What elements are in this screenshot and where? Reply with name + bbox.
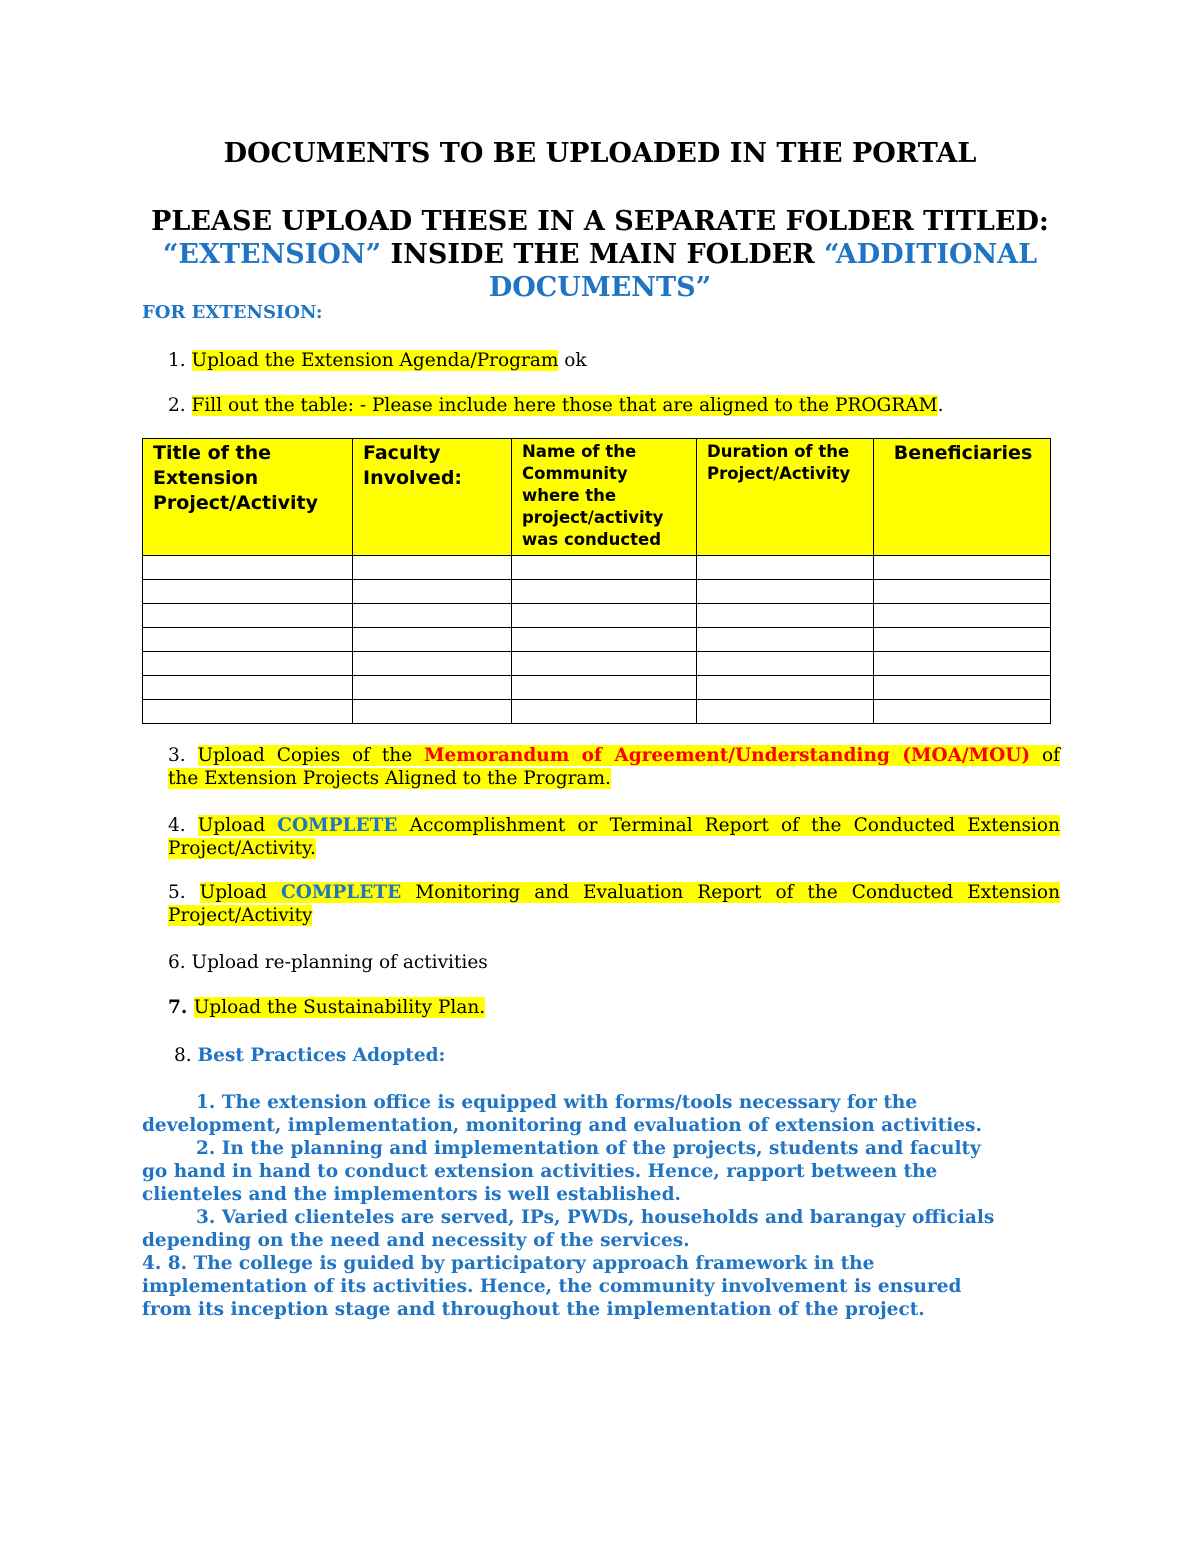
document-title: DOCUMENTS TO BE UPLOADED IN THE PORTAL [223,138,977,169]
table-cell[interactable] [353,700,512,724]
table-cell[interactable] [512,700,697,724]
item-number: 8. [174,1045,198,1066]
item-line [168,744,1060,767]
table-cell[interactable] [512,676,697,700]
table-cell[interactable] [512,580,697,604]
complete-text: COMPLETE [281,882,402,903]
best-practices-list [142,1091,1062,1321]
item-number: 3. [168,745,198,766]
inside-main-folder-text: INSIDE THE MAIN FOLDER [381,239,825,270]
table-row [143,700,1051,724]
table-cell[interactable] [697,580,874,604]
table-cell[interactable] [143,628,353,652]
item-number: 1. [168,350,186,371]
item-highlight-text: Upload [199,882,282,903]
item-highlight-text: Project/Activity. [168,838,316,859]
best-practice-line: 4. 8. The college is guided by participatory approach framework in the [142,1253,875,1274]
item-text: ok [558,350,587,371]
list-item-4 [168,814,1060,860]
table-row [143,652,1051,676]
table-row [143,604,1051,628]
item-line [168,881,1060,904]
table-cell[interactable] [143,580,353,604]
header-duration: Duration of the Project/Activity [697,439,874,556]
item-highlight-text: Monitoring and Evaluation Report of the Conducted Extension [401,882,1060,903]
table-header-row [143,439,1051,556]
item-line [168,837,1060,860]
best-practice-line: development, implementation, monitoring and evaluation of extension activities. [142,1115,982,1136]
table-cell[interactable] [697,556,874,580]
item-number: 7. [168,997,194,1018]
table-cell[interactable] [143,604,353,628]
table-cell[interactable] [143,556,353,580]
table-cell[interactable] [143,652,353,676]
item-highlight-text: Upload the Sustainability Plan. [193,997,486,1018]
list-item-5 [168,881,1060,927]
item-line [168,767,1060,790]
table-cell[interactable] [353,676,512,700]
header-faculty: Faculty Involved: [353,439,512,556]
table-cell[interactable] [512,628,697,652]
extension-table [142,438,1051,724]
table-cell[interactable] [697,628,874,652]
item-text: . [937,395,944,416]
item-highlight-text: of [1030,745,1060,766]
table-cell[interactable] [697,676,874,700]
item-highlight-text: Fill out the table: - Please include here those that are aligned to the PROGRAM [191,395,938,416]
folder-instruction [130,205,1070,304]
best-practice-line: from its inception stage and throughout the implementation of the project. [142,1299,925,1320]
table-row [143,676,1051,700]
list-item-8 [174,1044,1066,1067]
table-cell[interactable] [353,628,512,652]
table-row [143,628,1051,652]
item-highlight-text: Upload [197,815,278,836]
item-number: 5. [168,882,200,903]
item-highlight-text: Upload the Extension Agenda/Program [191,350,559,371]
best-practices-heading: Best Practices Adopted: [197,1045,446,1066]
item-highlight-text: Upload Copies of the [197,745,424,766]
list-item-7 [168,996,1060,1019]
list-item-1 [168,349,587,372]
table-cell[interactable] [874,652,1051,676]
table-cell[interactable] [353,604,512,628]
list-item-3 [168,744,1060,790]
table-row [143,580,1051,604]
table-cell[interactable] [874,580,1051,604]
item-number: 2. [168,395,186,416]
table-cell[interactable] [874,628,1051,652]
table-cell[interactable] [512,556,697,580]
list-item-2 [168,394,943,417]
item-highlight-text: the Extension Projects Aligned to the Program. [168,768,611,789]
folder-names-line [130,238,1070,304]
header-beneficiaries: Beneficiaries [874,439,1051,556]
table-cell[interactable] [512,652,697,676]
item-highlight-text: Accomplishment or Terminal Report of the Conducted Extension [397,815,1060,836]
table-cell[interactable] [143,700,353,724]
item-line [168,814,1060,837]
best-practice-line: go hand in hand to conduct extension activities. Hence, rapport between the [142,1161,938,1182]
best-practice-line: depending on the need and necessity of the services. [142,1230,690,1251]
best-practice-line: clienteles and the implementors is well established. [142,1184,681,1205]
best-practice-line: 1. The extension office is equipped with forms/tools necessary for the [196,1092,918,1113]
section-heading: FOR EXTENSION: [142,302,323,323]
table-row [143,556,1051,580]
table-cell[interactable] [697,652,874,676]
table-cell[interactable] [697,604,874,628]
header-title: Title of the Extension Project/Activity [143,439,353,556]
complete-text: COMPLETE [277,815,398,836]
item-line [168,904,1060,927]
table-cell[interactable] [874,556,1051,580]
moa-mou-text: Memorandum of Agreement/Understanding (MOA/MOU) [423,745,1031,766]
table-cell[interactable] [512,604,697,628]
item-number: 4. [168,815,198,836]
table-cell[interactable] [874,676,1051,700]
best-practice-line: 3. Varied clienteles are served, IPs, PWDs, households and barangay officials [196,1207,995,1228]
list-item-6: 6. Upload re-planning of activities [168,952,488,973]
table-cell[interactable] [143,676,353,700]
folder-additional-name: “ADDITIONAL DOCUMENTS” [488,239,1038,303]
table-cell[interactable] [874,604,1051,628]
table-cell[interactable] [353,652,512,676]
item-highlight-text: Project/Activity [168,905,313,926]
header-community: Name of the Community where the project/activity was conducted [512,439,697,556]
table-cell[interactable] [874,700,1051,724]
table-cell[interactable] [353,556,512,580]
best-practice-line: implementation of its activities. Hence, the community involvement is ensured [142,1276,962,1297]
best-practice-line: 2. In the planning and implementation of the projects, students and faculty [196,1138,981,1159]
instruction-line: PLEASE UPLOAD THESE IN A SEPARATE FOLDER TITLED: [151,206,1049,237]
table-cell[interactable] [697,700,874,724]
table-cell[interactable] [353,580,512,604]
folder-extension-name: “EXTENSION” [162,239,382,270]
